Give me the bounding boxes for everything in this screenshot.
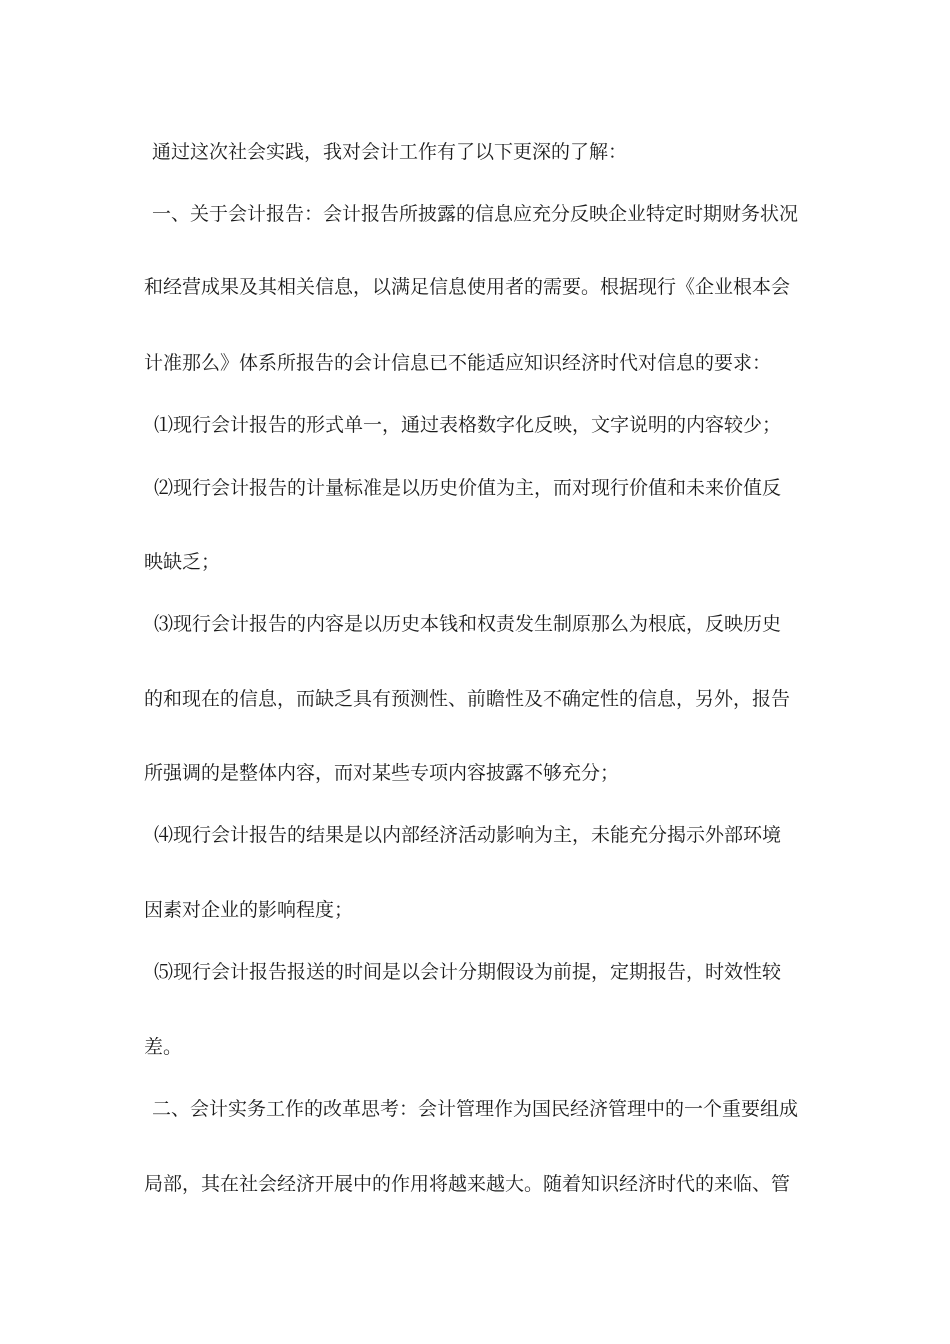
section-two-heading-line: 二、会计实务工作的改革思考：会计管理作为国民经济管理中的一个重要组成	[152, 1098, 799, 1120]
list-item-3-line-2: 的和现在的信息，而缺乏具有预测性、前瞻性及不确定性的信息，另外，报告	[144, 688, 791, 710]
list-item-2-line-1: ⑵现行会计报告的计量标准是以历史价值为主，而对现行价值和未来价值反	[154, 477, 782, 499]
section-one-heading-line: 一、关于会计报告：会计报告所披露的信息应充分反映企业特定时期财务状况	[152, 203, 799, 225]
list-item-1: ⑴现行会计报告的形式单一，通过表格数字化反映，文字说明的内容较少；	[154, 414, 782, 436]
list-item-3-line-1: ⑶现行会计报告的内容是以历史本钱和权责发生制原那么为根底，反映历史	[154, 613, 782, 635]
section-one-line-2: 和经营成果及其相关信息，以满足信息使用者的需要。根据现行《企业根本会	[144, 276, 791, 298]
list-item-5-line-1: ⑸现行会计报告报送的时间是以会计分期假设为前提，定期报告，时效性较	[154, 961, 782, 983]
list-item-5-line-2: 差。	[144, 1036, 183, 1058]
list-item-4-line-1: ⑷现行会计报告的结果是以内部经济活动影响为主，未能充分揭示外部环境	[154, 824, 782, 846]
section-two-line-2: 局部，其在社会经济开展中的作用将越来越大。随着知识经济时代的来临、管	[144, 1173, 791, 1195]
list-item-3-line-3: 所强调的是整体内容，而对某些专项内容披露不够充分；	[144, 762, 620, 784]
paragraph-intro: 通过这次社会实践，我对会计工作有了以下更深的了解：	[152, 141, 628, 163]
section-one-line-3: 计准那么》体系所报告的会计信息已不能适应知识经济时代对信息的要求：	[144, 352, 772, 374]
list-item-2-line-2: 映缺乏；	[144, 551, 221, 573]
list-item-4-line-2: 因素对企业的影响程度；	[144, 899, 354, 921]
